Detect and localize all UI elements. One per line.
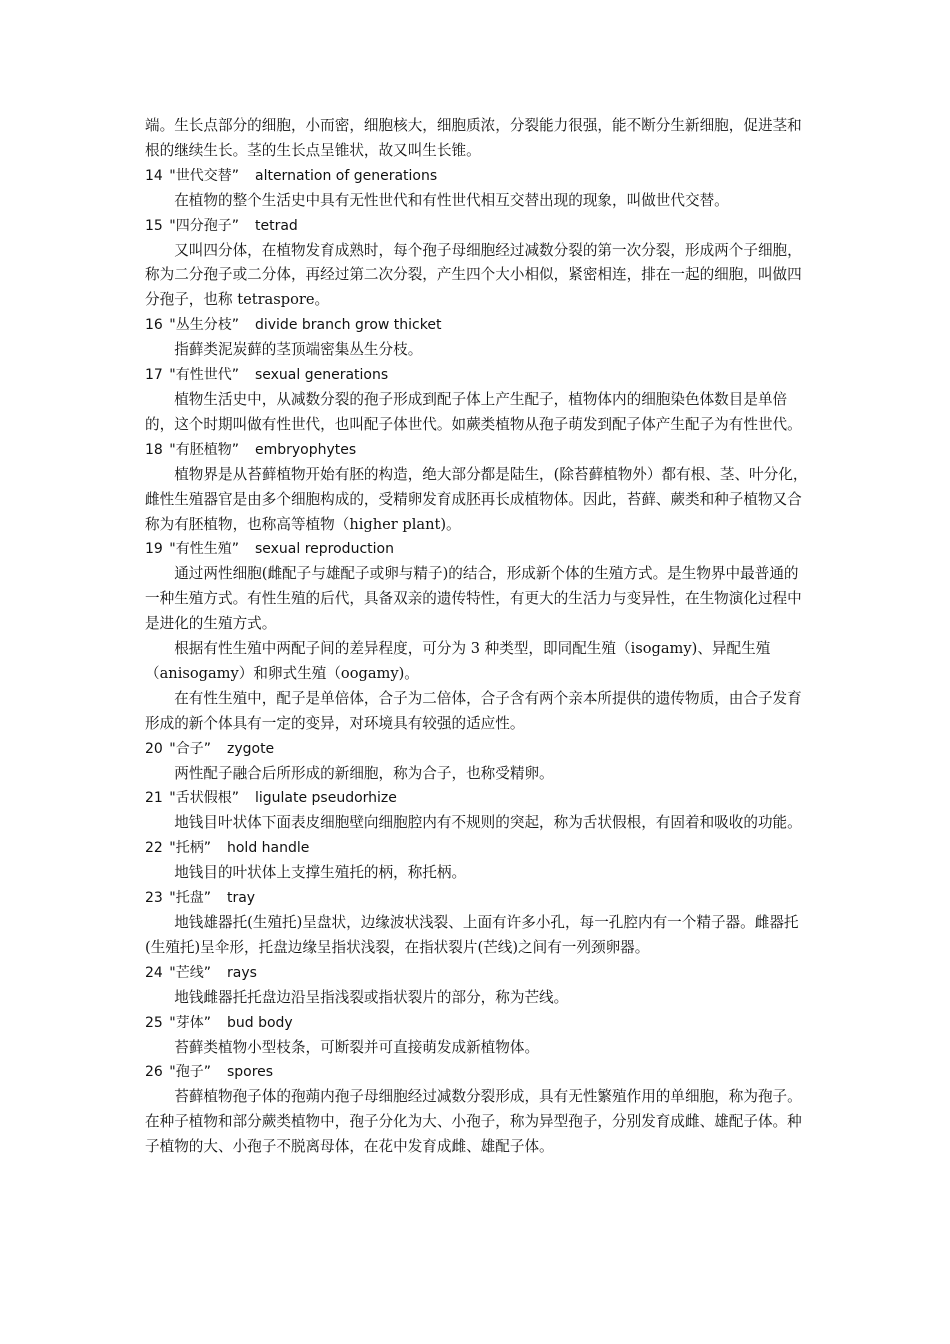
paragraph: 植物界是从苔藓植物开始有胚的构造，绝大部分都是陆生，(除苔藓植物外）都有根、茎、叶分化，雌性生殖器官是由多个细胞构成的，受精卵发育成胚再长成植物体。因此，苔藓、蕨类和种子植物又合称为有胚植物，也称高等植物（higher plant)。: [145, 465, 808, 533]
paragraph: 在植物的整个生活史中具有无性世代和有性世代相互交替出现的现象，叫做世代交替。: [174, 191, 729, 209]
term-number: 15: [145, 217, 163, 234]
term-english: zygote: [226, 740, 275, 757]
term-english: rays: [226, 964, 257, 981]
paragraph: 苔藓植物孢子体的孢蒴内孢子母细胞经过减数分裂形成，具有无性繁殖作用的单细胞，称为孢子。在种子植物和部分蕨类植物中，孢子分化为大、小孢子，称为异型孢子，分别发育成雌、雄配子体。种子植物的大、小孢子不脱离母体，在花中发育成雌、雄配子体。: [145, 1088, 802, 1156]
term-english: tray: [226, 890, 256, 907]
term-english: alternation of generations: [254, 167, 438, 184]
term-heading: [145, 438, 810, 463]
paragraph: 苔藓类植物小型枝条，可断裂并可直接萌发成新植物体。: [174, 1038, 540, 1056]
paragraph: 又叫四分体，在植物发育成熟时，每个孢子母细胞经过减数分裂的第一次分裂，形成两个子细胞，称为二分孢子或二分体，再经过第二次分裂，产生四个大小相似，紧密相连，排在一起的细胞，叫做四分孢子，也称 tetraspore。: [145, 241, 802, 309]
term-number: 21: [145, 790, 163, 807]
paragraph: 地钱目的叶状体上支撑生殖托的柄，称托柄。: [174, 864, 467, 882]
term-chinese: "世代交替”: [169, 167, 239, 184]
paragraph: 植物生活史中，从减数分裂的孢子形成到配子体上产生配子，植物体内的细胞染色体数目是单倍的，这个时期叫做有性世代，也叫配子体世代。如蕨类植物从孢子萌发到配子体产生配子为有性世代。: [145, 390, 802, 433]
paragraph: 在有性生殖中，配子是单倍体，合子为二倍体，合子含有两个亲本所提供的遗传物质，由合子发育形成的新个体具有一定的变异，对环境具有较强的适应性。: [145, 689, 802, 732]
term-number: 16: [145, 317, 163, 334]
paragraph: 两性配子融合后所形成的新细胞，称为合子，也称受精卵。: [174, 764, 554, 782]
term-heading: [145, 1060, 810, 1085]
term-heading: [145, 313, 810, 338]
term-chinese: "合子”: [169, 740, 211, 757]
term-chinese: "有性生殖”: [169, 541, 239, 558]
term-english: bud body: [226, 1014, 293, 1031]
term-english: hold handle: [226, 840, 310, 857]
term-heading: [145, 214, 810, 239]
term-heading: [145, 886, 810, 911]
term-number: 26: [145, 1064, 163, 1081]
term-number: 18: [145, 441, 163, 458]
paragraph: 地钱雄器托(生殖托)呈盘状，边缘波状浅裂、上面有许多小孔，每一孔腔内有一个精子器。雌器托(生殖托)呈伞形，托盘边缘呈指状浅裂，在指状裂片(芒线)之间有一列颈卵器。: [145, 914, 799, 956]
paragraph: 地钱雌器托托盘边沿呈指浅裂或指状裂片的部分，称为芒线。: [174, 988, 569, 1006]
term-english: ligulate pseudorhize: [254, 790, 397, 807]
term-chinese: "丛生分枝”: [169, 317, 239, 334]
term-heading: [145, 737, 810, 762]
term-chinese: "有性世代”: [169, 367, 239, 384]
term-number: 14: [145, 167, 163, 184]
paragraph: 地钱目叶状体下面表皮细胞壁向细胞腔内有不规则的突起，称为舌状假根，有固着和吸收的功能。: [174, 814, 802, 832]
term-english: spores: [226, 1064, 274, 1081]
term-chinese: "孢子”: [169, 1064, 211, 1081]
term-number: 20: [145, 740, 163, 757]
paragraph: 通过两性细胞(雌配子与雄配子或卵与精子)的结合，形成新个体的生殖方式。是生物界中最普通的一种生殖方式。有性生殖的后代，具备双亲的遗传特性，有更大的生活力与变异性，在生物演化过程中是进化的生殖方式。: [145, 565, 802, 633]
paragraph: 端。生长点部分的细胞，小而密，细胞核大，细胞质浓，分裂能力很强，能不断分生新细胞，促进茎和根的继续生长。茎的生长点呈锥状，故又叫生长锥。: [145, 117, 802, 159]
term-chinese: "舌状假根”: [169, 790, 239, 807]
term-heading: [145, 961, 810, 986]
term-english: sexual reproduction: [254, 541, 394, 558]
term-chinese: "芒线”: [169, 964, 211, 981]
term-english: embryophytes: [254, 441, 357, 458]
term-number: 17: [145, 367, 163, 384]
paragraph: 根据有性生殖中两配子间的差异程度，可分为 3 种类型，即同配生殖（isogamy)、异配生殖（anisogamy）和卵式生殖（oogamy)。: [145, 640, 771, 682]
term-number: 19: [145, 541, 163, 558]
document-body: [145, 114, 810, 1160]
term-chinese: "托盘”: [169, 890, 211, 907]
term-heading: [145, 164, 810, 189]
term-chinese: "芽体”: [169, 1014, 211, 1031]
term-chinese: "有胚植物”: [169, 441, 239, 458]
term-english: divide branch grow thicket: [254, 317, 442, 334]
term-english: tetrad: [254, 217, 298, 234]
term-number: 24: [145, 964, 163, 981]
term-chinese: "托柄”: [169, 840, 211, 857]
term-number: 25: [145, 1014, 163, 1031]
term-number: 23: [145, 890, 163, 907]
term-heading: [145, 1011, 810, 1036]
term-chinese: "四分孢子”: [169, 217, 239, 234]
term-number: 22: [145, 840, 163, 857]
term-heading: [145, 363, 810, 388]
term-heading: [145, 836, 810, 861]
term-english: sexual generations: [254, 367, 389, 384]
term-heading: [145, 537, 810, 562]
paragraph: 指藓类泥炭藓的茎顶端密集丛生分枝。: [174, 341, 423, 359]
term-heading: [145, 786, 810, 811]
